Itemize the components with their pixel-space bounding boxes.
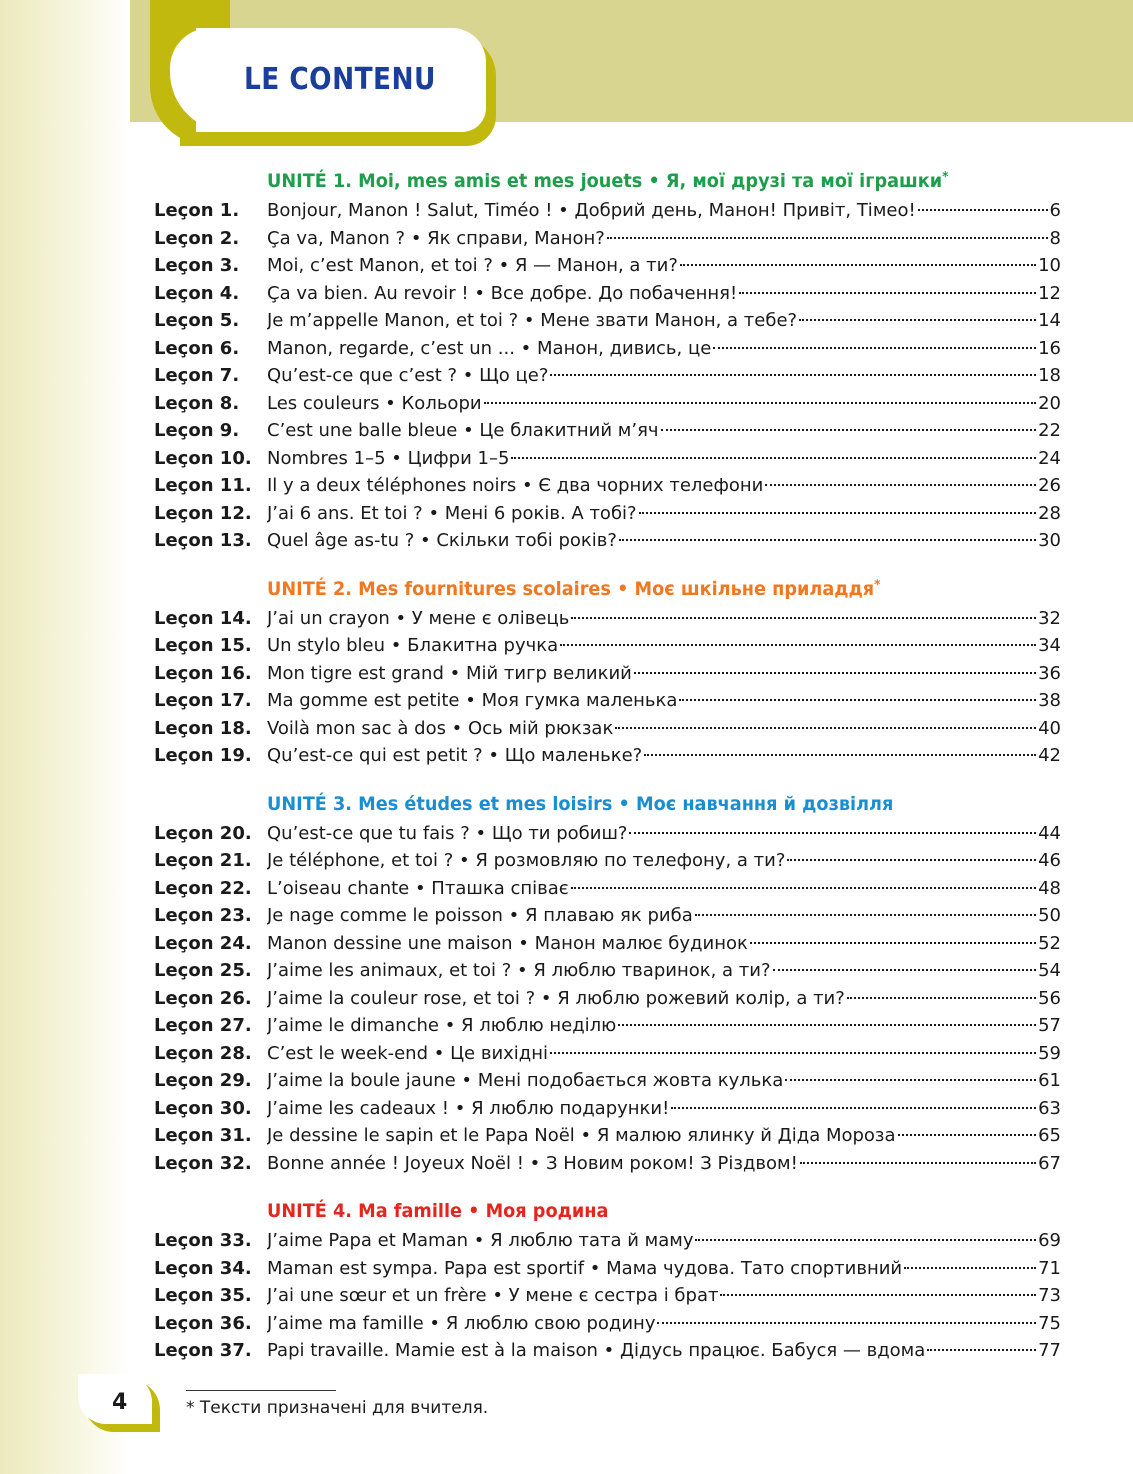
lesson-number: Leçon 28. <box>154 1042 252 1064</box>
lesson-page-number: 71 <box>1038 1257 1061 1279</box>
toc-row[interactable] <box>0 365 1133 393</box>
lesson-title: Qu’est-ce que tu fais ? • Що ти робиш? <box>267 822 628 844</box>
dot-leader <box>571 887 1036 889</box>
dot-leader <box>847 997 1036 999</box>
page-title: LE CONTENU <box>244 62 436 97</box>
lesson-page-number: 56 <box>1038 987 1061 1009</box>
toc-row[interactable] <box>0 988 1133 1016</box>
unit-block <box>0 170 1133 558</box>
lesson-page-number: 8 <box>1049 227 1061 249</box>
lesson-entry <box>267 255 1061 276</box>
lesson-number: Leçon 20. <box>154 822 252 844</box>
lesson-page-number: 67 <box>1038 1152 1061 1174</box>
lesson-number: Leçon 15. <box>154 635 252 656</box>
toc-row[interactable] <box>0 283 1133 311</box>
lesson-entry <box>267 878 1061 899</box>
dot-leader <box>607 237 1048 239</box>
page-number: 4 <box>112 1390 128 1415</box>
lesson-page-number: 10 <box>1038 255 1061 276</box>
lesson-title: C’est une balle bleue • Це блакитний м’яч <box>267 420 659 441</box>
dot-leader <box>695 914 1036 916</box>
dot-leader <box>927 1349 1036 1351</box>
lesson-entry <box>267 338 1061 359</box>
toc-row[interactable] <box>0 1313 1133 1341</box>
lesson-title: Moi, c’est Manon, et toi ? • Я — Манон, а ти? <box>267 255 678 276</box>
lesson-number: Leçon 4. <box>154 282 240 304</box>
lesson-title: L’oiseau chante • Пташка співає <box>267 877 569 899</box>
lesson-page-number: 30 <box>1038 530 1061 551</box>
lesson-entry <box>267 365 1061 386</box>
lesson-number: Leçon 6. <box>154 337 240 359</box>
dot-leader <box>739 292 1036 294</box>
toc-row[interactable] <box>0 1098 1133 1126</box>
lesson-title: Qu’est-ce qui est petit ? • Що маленьке? <box>267 745 643 766</box>
dot-leader <box>560 644 1036 646</box>
dot-leader <box>800 1162 1036 1164</box>
lesson-entry <box>267 1230 1061 1251</box>
lesson-entry <box>267 823 1061 844</box>
lesson-entry <box>267 850 1061 871</box>
lesson-entry <box>267 663 1061 684</box>
dot-leader <box>629 832 1036 834</box>
lesson-number: Leçon 3. <box>154 255 240 276</box>
lesson-title: Un stylo bleu • Блакитна ручка <box>267 635 559 656</box>
lesson-entry <box>267 745 1061 766</box>
lesson-title: J’aime le dimanche • Я люблю неділю <box>267 1015 617 1036</box>
lesson-number: Leçon 24. <box>154 932 252 954</box>
toc-row[interactable] <box>0 1043 1133 1071</box>
toc-row[interactable] <box>0 635 1133 663</box>
lesson-number: Leçon 11. <box>154 475 252 496</box>
toc-row[interactable] <box>0 718 1133 746</box>
dot-leader <box>765 484 1036 486</box>
dot-leader <box>773 969 1037 971</box>
lesson-page-number: 61 <box>1038 1070 1061 1091</box>
lesson-title: J’ai une sœur et un frère • У мене є сестра і брат <box>267 1285 719 1306</box>
lesson-title: J’ai 6 ans. Et toi ? • Мені 6 років. А тобі? <box>267 502 637 524</box>
lesson-entry <box>267 530 1061 551</box>
lesson-page-number: 20 <box>1038 392 1061 414</box>
lesson-page-number: 63 <box>1038 1097 1061 1119</box>
dot-leader <box>644 754 1036 756</box>
toc-row[interactable] <box>0 1258 1133 1286</box>
lesson-entry <box>267 1258 1061 1279</box>
toc-row[interactable] <box>0 823 1133 851</box>
lesson-title: Maman est sympa. Papa est sportif • Мама чудова. Тато спортивний <box>267 1257 903 1279</box>
lesson-entry <box>267 283 1061 304</box>
lesson-title: Ça va bien. Au revoir ! • Все добре. До побачення! <box>267 282 738 304</box>
toc-row[interactable] <box>0 1125 1133 1153</box>
dot-leader <box>720 1294 1036 1296</box>
dot-leader <box>657 1322 1036 1324</box>
toc-row[interactable] <box>0 475 1133 503</box>
lesson-number: Leçon 31. <box>154 1125 252 1146</box>
lesson-number: Leçon 36. <box>154 1312 252 1334</box>
dot-leader <box>750 942 1036 944</box>
dot-leader <box>695 1239 1036 1241</box>
toc-row[interactable] <box>0 420 1133 448</box>
lesson-number: Leçon 7. <box>154 365 240 386</box>
unit-block <box>0 1200 1133 1368</box>
unit-heading-text: UNITÉ 3. Mes études et mes loisirs • Моє навчання й дозвілля <box>267 792 894 815</box>
lesson-title: Manon, regarde, c’est un ... • Манон, дивись, це <box>267 337 712 359</box>
lesson-entry <box>267 905 1061 926</box>
lesson-title: Papi travaille. Mamie est à la maison • Дідусь працює. Бабуся — вдома <box>267 1340 926 1361</box>
lesson-title: Nombres 1–5 • Цифри 1–5 <box>267 447 510 469</box>
dot-leader <box>679 699 1036 701</box>
lesson-entry <box>267 228 1061 249</box>
lesson-entry <box>267 503 1061 524</box>
lesson-page-number: 14 <box>1038 310 1061 331</box>
toc-row[interactable] <box>0 503 1133 531</box>
toc-row[interactable] <box>0 1070 1133 1098</box>
toc-row[interactable] <box>0 1153 1133 1181</box>
toc-row[interactable] <box>0 200 1133 228</box>
lesson-number: Leçon 1. <box>154 200 240 221</box>
toc-row[interactable] <box>0 310 1133 338</box>
lesson-number: Leçon 16. <box>154 662 252 684</box>
lesson-title: Je téléphone, et toi ? • Я розмовляю по телефону, а ти? <box>267 850 786 871</box>
lesson-number: Leçon 10. <box>154 447 252 469</box>
toc-row[interactable] <box>0 1340 1133 1368</box>
lesson-entry <box>267 960 1061 981</box>
dot-leader <box>904 1267 1036 1269</box>
toc-row[interactable] <box>0 690 1133 718</box>
lesson-entry <box>267 1285 1061 1306</box>
lesson-title: Ma gomme est petite • Моя гумка маленька <box>267 690 678 711</box>
lesson-number: Leçon 18. <box>154 717 252 739</box>
lesson-page-number: 69 <box>1038 1230 1061 1251</box>
toc-row[interactable] <box>0 878 1133 906</box>
lesson-entry <box>267 1015 1061 1036</box>
lesson-entry <box>267 1125 1061 1146</box>
lesson-title: J’aime la couleur rose, et toi ? • Я люблю рожевий колір, а ти? <box>267 987 845 1009</box>
lesson-page-number: 34 <box>1038 635 1061 656</box>
toc-row[interactable] <box>0 1015 1133 1043</box>
dot-leader <box>571 617 1036 619</box>
lesson-number: Leçon 19. <box>154 745 252 766</box>
lesson-page-number: 75 <box>1038 1312 1061 1334</box>
lesson-title: Qu’est-ce que c’est ? • Що це? <box>267 365 549 386</box>
lesson-page-number: 40 <box>1038 717 1061 739</box>
dot-leader <box>550 1052 1036 1054</box>
lesson-entry <box>267 310 1061 331</box>
lesson-entry <box>267 988 1061 1009</box>
lesson-title: Les couleurs • Кольори <box>267 392 482 414</box>
lesson-entry <box>267 420 1061 441</box>
unit-heading-text: UNITÉ 1. Moi, mes amis et mes jouets • Я, мої друзі та мої іграшки <box>267 170 943 192</box>
lesson-number: Leçon 29. <box>154 1070 252 1091</box>
dot-leader <box>918 209 1048 211</box>
lesson-entry <box>267 1153 1061 1174</box>
dot-leader <box>680 264 1036 266</box>
lesson-number: Leçon 2. <box>154 227 240 249</box>
lesson-entry <box>267 200 1061 221</box>
lesson-entry <box>267 448 1061 469</box>
toc-row[interactable] <box>0 608 1133 636</box>
lesson-page-number: 48 <box>1038 877 1061 899</box>
lesson-page-number: 46 <box>1038 850 1061 871</box>
lesson-title: J’aime les cadeaux ! • Я люблю подарунки! <box>267 1097 670 1119</box>
lesson-number: Leçon 27. <box>154 1015 252 1036</box>
lesson-number: Leçon 35. <box>154 1285 252 1306</box>
lesson-title: Mon tigre est grand • Мій тигр великий <box>267 662 632 684</box>
lesson-title: J’ai un crayon • У мене є олівець <box>267 607 570 629</box>
dot-leader <box>639 512 1036 514</box>
toc-row[interactable] <box>0 745 1133 773</box>
toc-row[interactable] <box>0 530 1133 558</box>
dot-leader <box>511 457 1036 459</box>
lesson-entry <box>267 1313 1061 1334</box>
lesson-page-number: 32 <box>1038 607 1061 629</box>
toc-row[interactable] <box>0 905 1133 933</box>
dot-leader <box>898 1134 1037 1136</box>
toc-row[interactable] <box>0 393 1133 421</box>
lesson-page-number: 57 <box>1038 1015 1061 1036</box>
toc-row[interactable] <box>0 663 1133 691</box>
dot-leader <box>787 859 1036 861</box>
lesson-page-number: 52 <box>1038 932 1061 954</box>
lesson-number: Leçon 32. <box>154 1152 252 1174</box>
lesson-entry <box>267 718 1061 739</box>
lesson-title: J’aime les animaux, et toi ? • Я люблю тваринок, а ти? <box>267 960 771 981</box>
lesson-number: Leçon 14. <box>154 607 252 629</box>
lesson-number: Leçon 37. <box>154 1340 252 1361</box>
toc-row[interactable] <box>0 1230 1133 1258</box>
lesson-number: Leçon 25. <box>154 960 252 981</box>
lesson-title: J’aime ma famille • Я люблю свою родину <box>267 1312 656 1334</box>
lesson-entry <box>267 690 1061 711</box>
lesson-page-number: 18 <box>1038 365 1061 386</box>
unit-heading <box>267 1200 1072 1230</box>
unit-heading-text: UNITÉ 4. Ma famille • Моя родина <box>267 1200 609 1222</box>
lesson-title: Il y a deux téléphones noirs • Є два чорних телефони <box>267 475 764 496</box>
lesson-page-number: 22 <box>1038 420 1061 441</box>
lesson-number: Leçon 5. <box>154 310 240 331</box>
lesson-page-number: 44 <box>1038 822 1061 844</box>
lesson-page-number: 42 <box>1038 745 1061 766</box>
lesson-page-number: 6 <box>1049 200 1061 221</box>
lesson-title: Je dessine le sapin et le Papa Noël • Я малюю ялинку й Діда Мороза <box>267 1125 896 1146</box>
toc-row[interactable] <box>0 850 1133 878</box>
toc-row[interactable] <box>0 448 1133 476</box>
lesson-entry <box>267 475 1061 496</box>
lesson-title: Ça va, Manon ? • Як справи, Манон? <box>267 227 605 249</box>
lesson-title: J’aime Papa et Maman • Я люблю тата й маму <box>267 1230 694 1251</box>
lesson-title: J’aime la boule jaune • Мені подобається жовта кулька <box>267 1070 784 1091</box>
lesson-page-number: 65 <box>1038 1125 1061 1146</box>
dot-leader <box>785 1079 1036 1081</box>
dot-leader <box>799 319 1036 321</box>
lesson-number: Leçon 33. <box>154 1230 252 1251</box>
table-of-contents <box>0 170 1133 1388</box>
lesson-entry <box>267 1340 1061 1361</box>
lesson-entry <box>267 1098 1061 1119</box>
lesson-title: Bonjour, Manon ! Salut, Timéo ! • Добрий день, Манон! Привіт, Тімео! <box>267 200 916 221</box>
lesson-entry <box>267 393 1061 414</box>
lesson-title: Manon dessine une maison • Манон малює будинок <box>267 932 748 954</box>
dot-leader <box>661 429 1037 431</box>
lesson-number: Leçon 21. <box>154 850 252 871</box>
dot-leader <box>619 539 1036 541</box>
lesson-page-number: 24 <box>1038 447 1061 469</box>
toc-row[interactable] <box>0 960 1133 988</box>
lesson-entry <box>267 1070 1061 1091</box>
toc-row[interactable] <box>0 255 1133 283</box>
dot-leader <box>634 672 1036 674</box>
dot-leader <box>484 402 1037 404</box>
lesson-number: Leçon 23. <box>154 905 252 926</box>
lesson-page-number: 73 <box>1038 1285 1061 1306</box>
lesson-page-number: 36 <box>1038 662 1061 684</box>
lesson-number: Leçon 13. <box>154 530 252 551</box>
lesson-title: Voilà mon sac à dos • Ось мій рюкзак <box>267 717 614 739</box>
lesson-page-number: 77 <box>1038 1340 1061 1361</box>
lesson-title: Quel âge as-tu ? • Скільки тобі років? <box>267 530 617 551</box>
lesson-number: Leçon 9. <box>154 420 240 441</box>
lesson-page-number: 16 <box>1038 337 1061 359</box>
lesson-page-number: 28 <box>1038 502 1061 524</box>
dot-leader <box>550 374 1036 376</box>
unit-heading <box>267 170 1072 200</box>
lesson-title: Bonne année ! Joyeux Noël ! • З Новим роком! З Різдвом! <box>267 1152 798 1174</box>
unit-heading <box>267 793 1072 823</box>
toc-row[interactable] <box>0 1285 1133 1313</box>
lesson-entry <box>267 635 1061 656</box>
footnote-rule <box>186 1390 336 1391</box>
dot-leader <box>618 1024 1036 1026</box>
unit-block <box>0 793 1133 1181</box>
lesson-page-number: 50 <box>1038 905 1061 926</box>
lesson-page-number: 26 <box>1038 475 1061 496</box>
lesson-number: Leçon 30. <box>154 1097 252 1119</box>
lesson-number: Leçon 34. <box>154 1257 252 1279</box>
dot-leader <box>615 727 1036 729</box>
footnote: * Тексти призначені для вчителя. <box>186 1398 489 1418</box>
footnote-marker: * <box>874 577 881 593</box>
lesson-page-number: 59 <box>1038 1042 1061 1064</box>
unit-heading-text: UNITÉ 2. Mes fournitures scolaires • Моє шкільне приладдя <box>267 577 875 600</box>
lesson-entry <box>267 933 1061 954</box>
dot-leader <box>671 1107 1036 1109</box>
lesson-number: Leçon 8. <box>154 392 240 414</box>
lesson-title: C’est le week-end • Це вихідні <box>267 1042 549 1064</box>
footnote-marker: * <box>942 170 949 185</box>
lesson-number: Leçon 22. <box>154 877 252 899</box>
unit-block <box>0 578 1133 773</box>
lesson-page-number: 12 <box>1038 282 1061 304</box>
toc-row[interactable] <box>0 338 1133 366</box>
lesson-entry <box>267 1043 1061 1064</box>
lesson-entry <box>267 608 1061 629</box>
toc-row[interactable] <box>0 933 1133 961</box>
lesson-number: Leçon 17. <box>154 690 252 711</box>
lesson-page-number: 54 <box>1038 960 1061 981</box>
unit-heading <box>267 578 1072 608</box>
dot-leader <box>713 347 1036 349</box>
lesson-page-number: 38 <box>1038 690 1061 711</box>
lesson-title: Je m’appelle Manon, et toi ? • Мене звати Манон, а тебе? <box>267 310 798 331</box>
toc-row[interactable] <box>0 228 1133 256</box>
lesson-number: Leçon 12. <box>154 502 252 524</box>
lesson-number: Leçon 26. <box>154 987 252 1009</box>
lesson-title: Je nage comme le poisson • Я плаваю як риба <box>267 905 693 926</box>
